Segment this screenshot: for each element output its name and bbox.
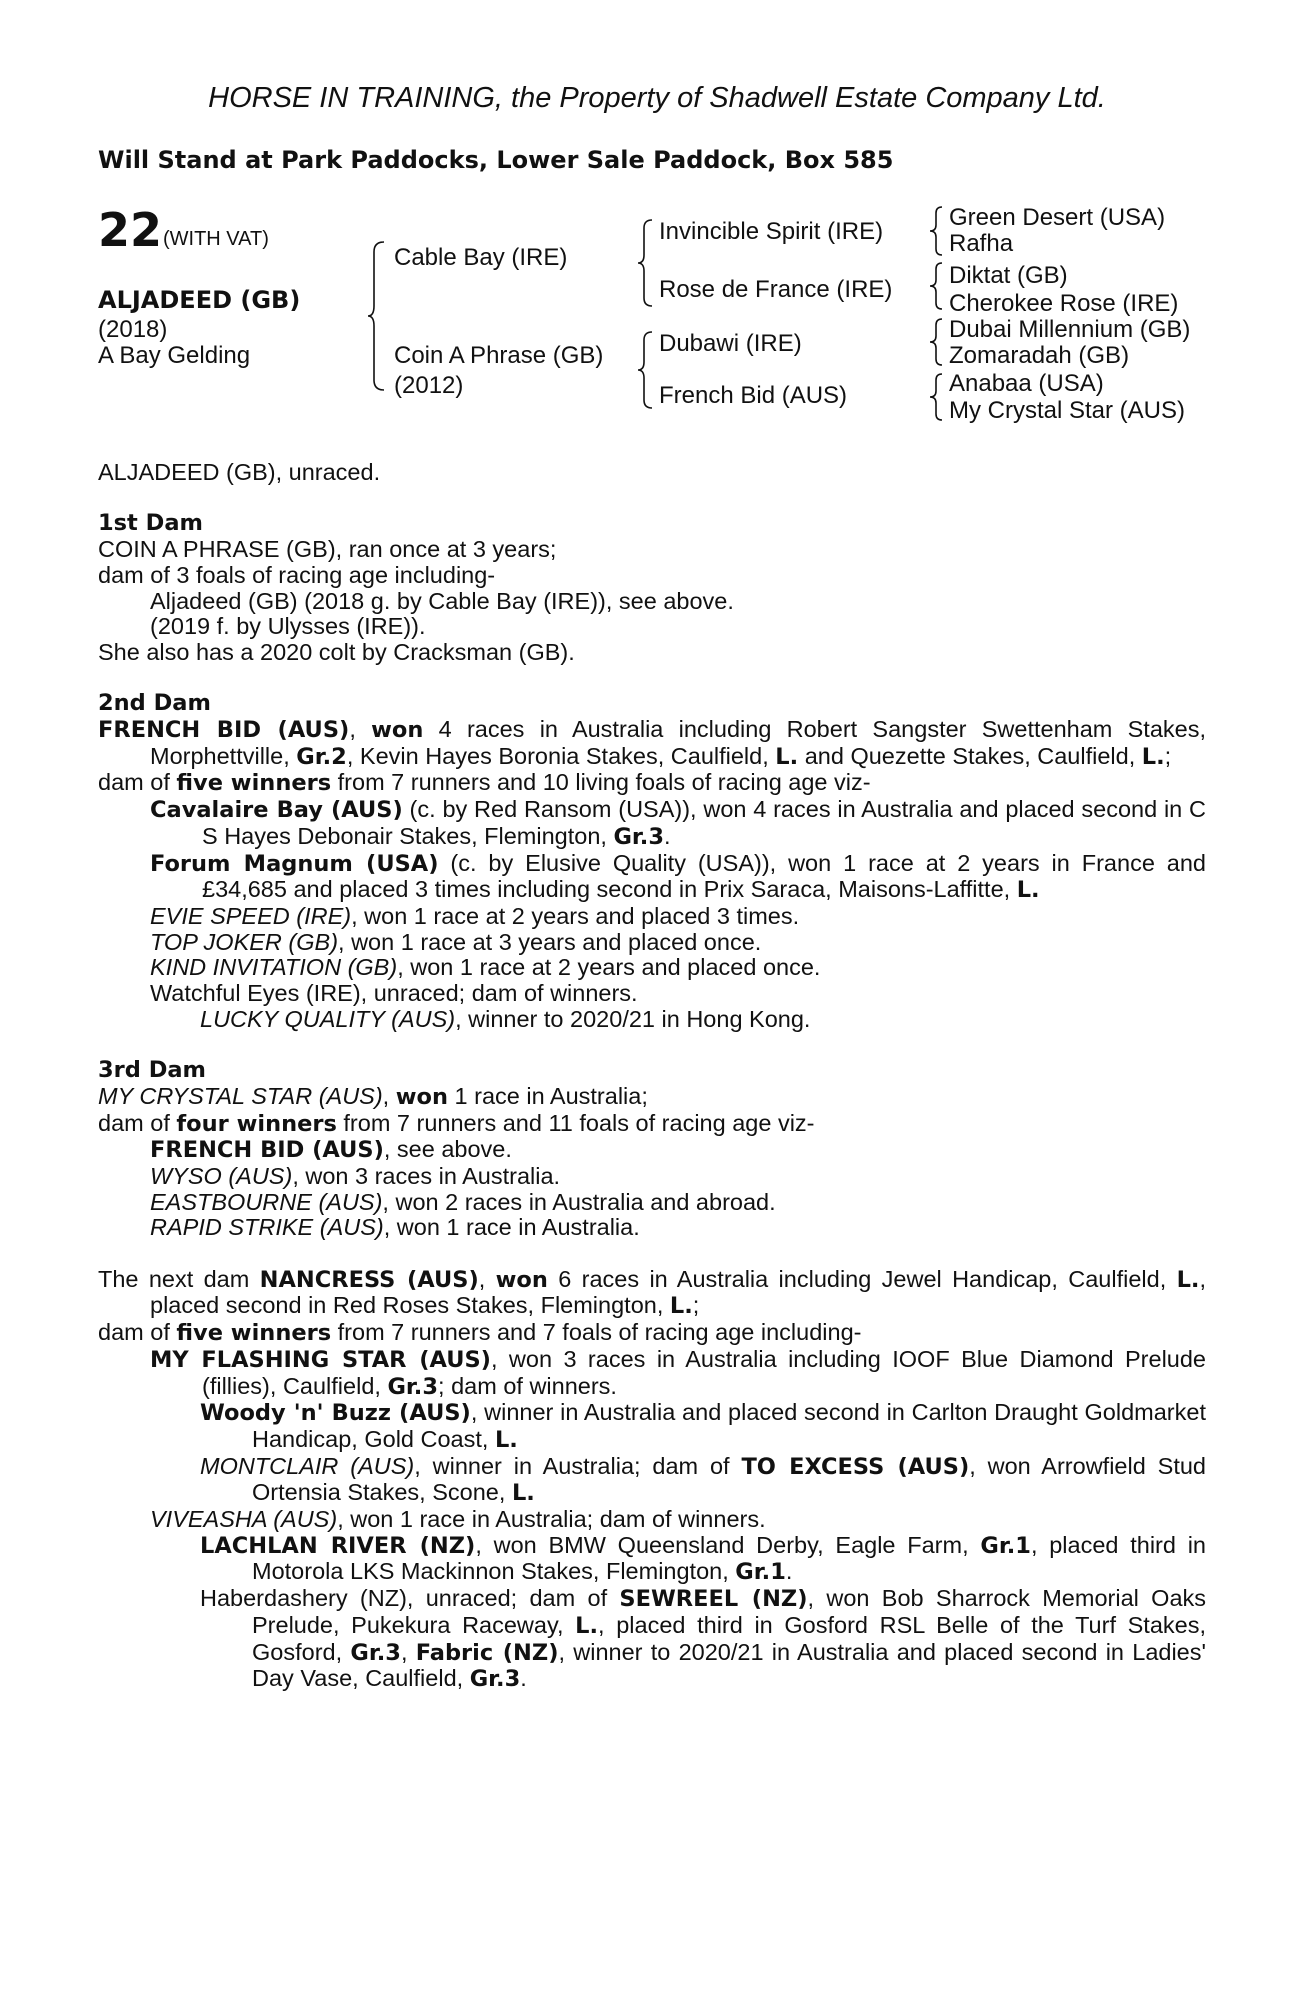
pedigree-brace-sire xyxy=(636,218,656,308)
record-text: Haberdashery (NZ), unraced; dam of xyxy=(200,1585,620,1612)
pedigree-g3: Diktat (GB) xyxy=(949,262,1068,289)
grade-label: Gr.2 xyxy=(296,743,347,770)
record-text: , winner in Australia; dam of xyxy=(414,1452,742,1479)
second-dam-heading: 2nd Dam xyxy=(98,690,211,717)
foaling-year: (2018) xyxy=(98,316,168,343)
record-text: , won 1 race in Australia. xyxy=(383,1214,640,1241)
first-dam-foals: dam of 3 foals of racing age including- xyxy=(98,561,496,588)
record-text: dam of xyxy=(98,1319,177,1346)
record-text: , winner to 2020/21 in Hong Kong. xyxy=(455,1005,811,1032)
grade-label: Gr.1 xyxy=(735,1559,786,1586)
pedigree-brace-g4 xyxy=(928,372,946,422)
next-dam-foals xyxy=(98,1320,1206,1347)
progeny-name: MONTCLAIR (AUS) xyxy=(200,1452,415,1479)
record-text: dam of xyxy=(98,769,177,796)
record-text: from 7 runners and 11 foals of racing age viz- xyxy=(336,1109,815,1136)
progeny-entry xyxy=(98,1347,1206,1400)
progeny-name: Fabric (NZ) xyxy=(415,1639,559,1666)
pedigree-dam-dam: French Bid (AUS) xyxy=(659,382,848,409)
vat-note: (WITH VAT) xyxy=(163,228,269,250)
record-text: ; xyxy=(692,1292,700,1319)
record-text: , winner in Australia and placed second in Carlton Draught Goldmarket Handicap, Gold Coast, xyxy=(252,1399,1206,1452)
record-text: , placed third in Motorola LKS Mackinnon Stakes, Flemington, xyxy=(252,1531,1206,1585)
third-dam-heading: 3rd Dam xyxy=(98,1057,206,1084)
progeny-entry xyxy=(98,1190,1206,1216)
second-dam-record: FRENCH BID (AUS), won 4 races in Australia including Robert Sangster Swettenham Stakes, Morphettville, Gr.2, Kevin Hayes Boronia Stakes, Caulfield, L. and Quezette Stakes, Caulfield, L.; xyxy=(98,716,1207,770)
record-text: , won Bob Sharrock Memorial Oaks Prelude, Pukekura Raceway, xyxy=(252,1585,1207,1638)
winners-count: five winners xyxy=(176,1320,332,1347)
record-text: , won 1 race at 2 years and placed once. xyxy=(397,954,821,981)
first-dam-progeny: Aljadeed (GB) (2018 g. by Cable Bay (IRE)), see above. xyxy=(150,587,734,614)
record-text: and Quezette Stakes, Caulfield, xyxy=(798,742,1142,769)
second-dam-foals xyxy=(98,770,1206,797)
record-text: dam of xyxy=(98,1109,177,1136)
pedigree-sire: Cable Bay (IRE) xyxy=(394,244,568,271)
listed-label: L. xyxy=(1141,743,1165,770)
progeny-name: TOP JOKER (GB) xyxy=(150,928,339,955)
pedigree-dam-year: (2012) xyxy=(394,372,464,399)
pedigree-g5: Dubai Millennium (GB) xyxy=(949,316,1191,343)
record-text: from 7 runners and 10 living foals of racing age viz- xyxy=(331,769,871,796)
pedigree-brace-dam xyxy=(636,330,656,410)
record-text: , won 1 race in Australia; dam of winners. xyxy=(337,1506,766,1533)
record-text: The next dam xyxy=(98,1265,260,1292)
progeny-entry xyxy=(98,1400,1206,1453)
won-label: won xyxy=(371,717,424,743)
progeny-name: Woody 'n' Buzz (AUS) xyxy=(200,1400,471,1427)
record-text: . xyxy=(785,1558,793,1585)
progeny-name: SEWREEL (NZ) xyxy=(619,1586,808,1613)
record-text: 1 race in Australia; xyxy=(448,1082,648,1109)
record-text: (c. by Elusive Quality (USA)), won 1 race at 2 years in France and £34,685 and placed 3 times including second in Prix Saraca, Maisons-Laffitte, xyxy=(202,849,1206,903)
record-text: , won Arrowfield Stud Ortensia Stakes, Scone, xyxy=(252,1452,1206,1506)
grade-label: Gr.3 xyxy=(613,823,665,850)
pedigree-brace-g3 xyxy=(928,317,946,367)
progeny-name: LUCKY QUALITY (AUS) xyxy=(200,1005,456,1032)
record-text: , won 1 race at 3 years and placed once. xyxy=(338,928,762,955)
record-text: 4 races in Australia including Robert Sangster Swettenham Stakes, Morphettville, xyxy=(150,716,1207,769)
pedigree-brace-g1 xyxy=(928,205,946,257)
progeny-entry xyxy=(98,930,1206,956)
listed-label: L. xyxy=(494,1426,518,1453)
progeny-name: RAPID STRIKE (AUS) xyxy=(150,1214,384,1241)
listed-label: L. xyxy=(1016,877,1040,904)
progeny-entry xyxy=(98,1164,1206,1190)
progeny-name: FRENCH BID (AUS) xyxy=(150,1137,384,1164)
lot-number: 22 xyxy=(98,203,163,257)
first-dam-heading: 1st Dam xyxy=(98,510,203,537)
third-dam-foals xyxy=(98,1111,1206,1138)
progeny-entry: Watchful Eyes (IRE), unraced; dam of winners. xyxy=(150,980,638,1007)
record-text: , xyxy=(400,1638,416,1665)
winners-count: four winners xyxy=(176,1110,337,1137)
listed-label: L. xyxy=(669,1293,693,1320)
progeny-name: EVIE SPEED (IRE) xyxy=(150,902,352,929)
pedigree-g6: Zomaradah (GB) xyxy=(949,342,1130,369)
pedigree-dam: Coin A Phrase (GB) xyxy=(394,342,604,369)
listed-label: L. xyxy=(775,743,799,770)
pedigree-g7: Anabaa (USA) xyxy=(949,370,1104,397)
progeny-name: KIND INVITATION (GB) xyxy=(150,954,398,981)
pedigree-dam-sire: Dubawi (IRE) xyxy=(659,330,802,357)
won-label: won xyxy=(395,1083,448,1110)
progeny-entry xyxy=(98,1215,1206,1241)
progeny-name: MY FLASHING STAR (AUS) xyxy=(150,1346,491,1373)
record-text: from 7 runners and 7 foals of racing age including- xyxy=(331,1319,862,1346)
record-text: . xyxy=(664,822,671,849)
record-text: , won 3 races in Australia. xyxy=(292,1162,561,1189)
grade-label: Gr.3 xyxy=(469,1666,521,1693)
record-text: , placed third in Gosford RSL Belle of the Turf Stakes, Gosford, xyxy=(252,1611,1206,1665)
record-text: , won 1 race at 2 years and placed 3 times. xyxy=(351,902,800,929)
first-dam-note: She also has a 2020 colt by Cracksman (GB). xyxy=(98,638,575,665)
pedigree-sire-sire: Invincible Spirit (IRE) xyxy=(659,218,884,245)
grade-label: Gr.1 xyxy=(980,1532,1031,1559)
progeny-entry xyxy=(98,1586,1206,1693)
progeny-entry xyxy=(98,1007,1206,1033)
progeny-name: WYSO (AUS) xyxy=(150,1162,293,1189)
unraced-line: ALJADEED (GB), unraced. xyxy=(98,459,381,485)
first-dam-line: COIN A PHRASE (GB), ran once at 3 years; xyxy=(98,536,557,563)
pedigree-g8: My Crystal Star (AUS) xyxy=(949,397,1186,424)
record-text: , xyxy=(478,1265,496,1292)
pedigree-brace-main xyxy=(366,240,388,392)
record-text: , placed second in Red Roses Stakes, Flemington, xyxy=(150,1265,1206,1319)
second-dam-name: FRENCH BID (AUS) xyxy=(98,717,350,743)
progeny-entry xyxy=(98,1137,1206,1164)
first-dam-progeny: (2019 f. by Ulysses (IRE)). xyxy=(150,613,426,640)
listed-label: L. xyxy=(1176,1266,1200,1293)
winners-count: five winners xyxy=(176,770,332,797)
progeny-name: TO EXCESS (AUS) xyxy=(741,1453,970,1480)
progeny-entry xyxy=(98,904,1206,930)
progeny-entry xyxy=(98,851,1206,904)
stabling-location: Will Stand at Park Paddocks, Lower Sale Paddock, Box 585 xyxy=(98,146,894,174)
record-text: , won 2 races in Australia and abroad. xyxy=(382,1188,776,1215)
progeny-entry xyxy=(98,1454,1206,1507)
listed-label: L. xyxy=(575,1612,599,1639)
horse-description: A Bay Gelding xyxy=(98,342,251,369)
progeny-name: Forum Magnum (USA) xyxy=(150,850,439,877)
progeny-entry xyxy=(98,797,1206,850)
record-text: ; xyxy=(1164,742,1172,769)
third-dam-record xyxy=(98,1084,1206,1111)
progeny-entry xyxy=(98,955,1206,981)
record-text: ; dam of winners. xyxy=(438,1372,617,1399)
pedigree-g4: Cherokee Rose (IRE) xyxy=(949,290,1179,317)
progeny-entry xyxy=(98,1507,1206,1533)
grade-label: Gr.3 xyxy=(387,1373,439,1400)
won-label: won xyxy=(495,1266,548,1293)
progeny-name: Cavalaire Bay (AUS) xyxy=(150,797,403,824)
pedigree-g1: Green Desert (USA) xyxy=(949,204,1166,231)
progeny-name: VIVEASHA (AUS) xyxy=(150,1506,338,1533)
pedigree-g2: Rafha xyxy=(949,230,1014,257)
pedigree-sire-dam: Rose de France (IRE) xyxy=(659,276,893,303)
horse-name: ALJADEED (GB) xyxy=(98,286,301,314)
progeny-name: LACHLAN RIVER (NZ) xyxy=(200,1532,476,1559)
next-dam-record xyxy=(98,1267,1206,1320)
grade-label: Gr.3 xyxy=(350,1639,401,1666)
catalogue-body xyxy=(98,460,1206,1693)
pedigree-brace-g2 xyxy=(928,261,946,311)
next-dam-name: NANCRESS (AUS) xyxy=(259,1266,479,1293)
record-text: , Kevin Hayes Boronia Stakes, Caulfield, xyxy=(346,742,776,769)
progeny-name: EASTBOURNE (AUS) xyxy=(150,1188,383,1215)
record-text: , won BMW Queensland Derby, Eagle Farm, xyxy=(475,1531,981,1558)
catalogue-header: HORSE IN TRAINING, the Property of Shadwell Estate Company Ltd. xyxy=(208,82,1106,114)
record-text: , won 3 races in Australia including IOOF Blue Diamond Prelude (fillies), Caulfield, xyxy=(202,1345,1207,1399)
record-text: 6 races in Australia including Jewel Handicap, Caulfield, xyxy=(547,1265,1177,1292)
progeny-entry xyxy=(98,1533,1206,1586)
record-text: , winner to 2020/21 in Australia and placed second in Ladies' Day Vase, Caulfield, xyxy=(252,1638,1206,1692)
listed-label: L. xyxy=(511,1480,535,1507)
record-text: , xyxy=(382,1082,396,1109)
third-dam-name: MY CRYSTAL STAR (AUS) xyxy=(98,1082,383,1109)
record-text: , see above. xyxy=(383,1136,512,1163)
record-text: (c. by Red Ransom (USA)), won 4 races in Australia and placed second in C S Hayes Debonair Stakes, Flemington, xyxy=(202,796,1206,849)
record-text: . xyxy=(520,1665,527,1692)
